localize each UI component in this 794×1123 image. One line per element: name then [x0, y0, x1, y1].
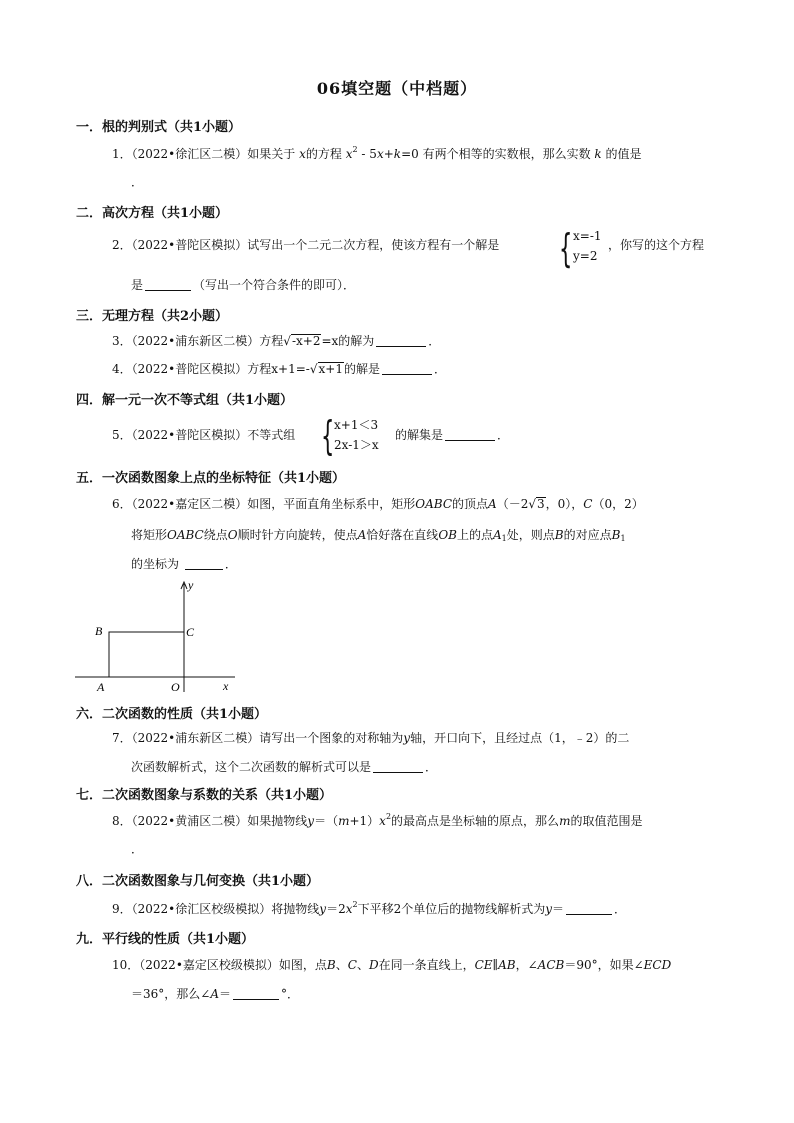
- question-8: 8．（2022•黄浦区二模）如果抛物线$y=(m+1)x^2$的最高点是坐标轴的原点，那么m的取值范围是: [112, 812, 643, 828]
- section-heading-1: 一．根的判别式（共1小题）: [76, 120, 242, 135]
- question-7-line2: 次函数解析式，这个二次函数的解析式可以是 ．: [131, 760, 438, 774]
- label-a: A: [97, 680, 105, 694]
- question-6-line2: 将矩形OABC绕点O顺时针方向旋转，使点A恰好落在直线OB上的点$A_1$处，则点B的对应点$B_1$: [131, 528, 626, 543]
- inequality-system-5: x+1＜3 2x-1＞x: [334, 418, 379, 452]
- label-o: O: [171, 680, 180, 694]
- section-heading-9: 九．平行线的性质（共1小题）: [76, 932, 255, 947]
- question-10: 10．（2022•嘉定区校级模拟）如图，点B、C、D在同一条直线上，CE∥AB，∠ACB＝90°，如果∠ECD: [112, 958, 672, 972]
- answer-blank[interactable]: [185, 557, 223, 570]
- brace-icon: {: [321, 413, 335, 461]
- question-4: 4．（2022•普陀区模拟）方程x+1=-√x+1的解是 ．: [112, 362, 446, 376]
- section-heading-3: 三．无理方程（共2小题）: [76, 309, 229, 324]
- question-8-end: ．: [131, 842, 144, 856]
- equation-system-2: x=-1 y=2: [573, 229, 602, 263]
- section-heading-2: 二．高次方程（共1小题）: [76, 206, 229, 221]
- question-5-tail: 的解集是 ．: [395, 428, 510, 442]
- question-2-line2: 是 （写出一个符合条件的即可）．: [131, 278, 356, 292]
- question-7: 7．（2022•浦东新区二模）请写出一个图象的对称轴为y轴，开口向下，且经过点（1，﹣2）的二: [112, 731, 630, 745]
- answer-blank[interactable]: [566, 902, 612, 915]
- label-b: B: [95, 624, 103, 638]
- question-9: 9．（2022•徐汇区校级模拟）将抛物线$y=2x^2$下平移2个单位后的抛物线解析式为y＝ ．: [112, 900, 627, 916]
- rectangle-oabc: [109, 632, 184, 677]
- page-title: 06填空题（中档题）: [316, 79, 478, 98]
- answer-blank[interactable]: [376, 334, 426, 347]
- section-heading-4: 四．解一元一次不等式组（共1小题）: [76, 393, 294, 408]
- question-3: 3．（2022•浦东新区二模）方程√-x+2=x的解为 ．: [112, 334, 441, 348]
- question-5: 5．（2022•普陀区模拟）不等式组: [112, 428, 296, 442]
- answer-blank[interactable]: [145, 278, 191, 291]
- section-heading-6: 六．二次函数的性质（共1小题）: [76, 707, 268, 722]
- question-1-end: ．: [131, 175, 144, 189]
- brace-icon: {: [559, 227, 573, 273]
- answer-blank[interactable]: [445, 428, 495, 441]
- answer-blank[interactable]: [373, 760, 423, 773]
- question-2: 2．（2022•普陀区模拟）试写出一个二元二次方程，使该方程有一个解是: [112, 238, 500, 252]
- answer-blank[interactable]: [382, 362, 432, 375]
- label-y: y: [188, 580, 194, 592]
- label-c: C: [186, 625, 195, 639]
- question-6: 6．（2022•嘉定区二模）如图，平面直角坐标系中，矩形OABC的顶点A（－2√3，0），C（0，2）: [112, 497, 644, 511]
- section-heading-7: 七．二次函数图象与系数的关系（共1小题）: [76, 788, 333, 803]
- section-heading-5: 五．一次函数图象上点的坐标特征（共1小题）: [76, 471, 346, 486]
- section-heading-8: 八．二次函数图象与几何变换（共1小题）: [76, 874, 320, 889]
- label-x: x: [223, 679, 229, 693]
- question-6-line3: 的坐标为 ．: [131, 557, 237, 571]
- question-1: 1．（2022•徐汇区二模）如果关于 x的方程 $x^2 - 5x+k=0$ 有两个相等的实数根，那么实数 k 的值是: [112, 145, 642, 161]
- answer-blank[interactable]: [233, 987, 279, 1000]
- coordinate-figure: [75, 580, 245, 700]
- question-2-tail: ，你写的这个方程: [608, 238, 705, 252]
- question-10-line2: ＝36°，那么∠A＝ °．: [131, 987, 300, 1001]
